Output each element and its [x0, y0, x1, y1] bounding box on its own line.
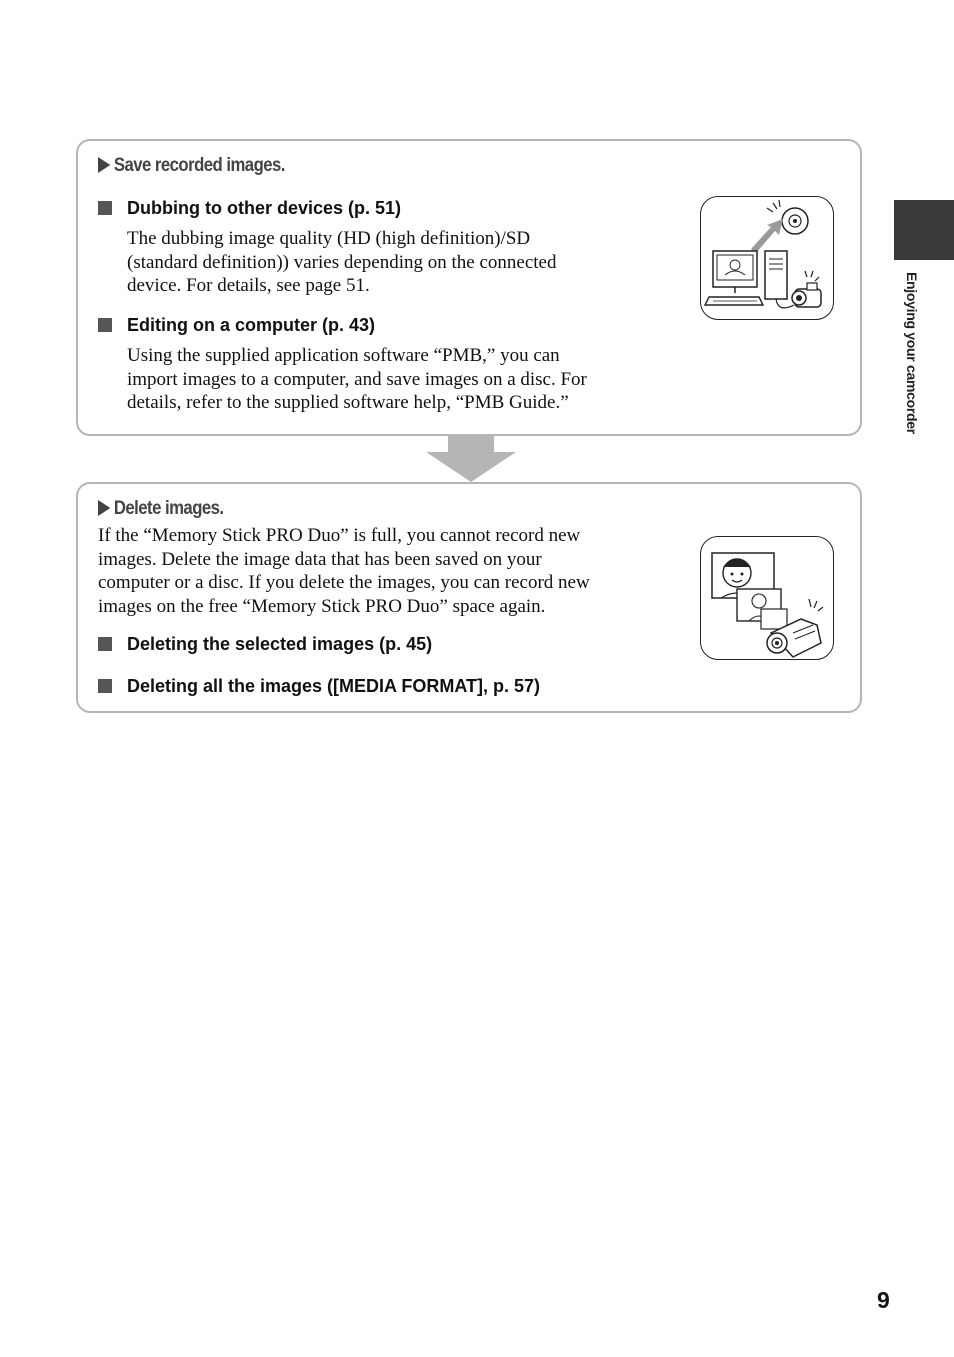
delete-images-panel	[76, 482, 862, 713]
delete-selected-heading: Deleting the selected images (p. 45)	[98, 634, 432, 655]
computer-camcorder-icon	[701, 197, 834, 320]
chapter-tab-marker	[894, 200, 954, 260]
dubbing-heading: Dubbing to other devices (p. 51)	[98, 198, 401, 219]
dubbing-description: The dubbing image quality (HD (high definition)/SD (standard definition)) varies depending on the connected device. For details, see page 51.	[127, 228, 557, 296]
play-arrow-icon	[98, 157, 110, 173]
square-bullet-icon	[98, 679, 112, 693]
square-bullet-icon	[98, 637, 112, 651]
save-section-title: Save recorded images.	[98, 155, 285, 177]
square-bullet-icon	[98, 201, 112, 215]
square-bullet-icon	[98, 318, 112, 332]
save-images-panel	[76, 139, 862, 436]
chapter-tab-label: Enjoying your camcorder	[904, 272, 920, 434]
delete-all-heading: Deleting all the images ([MEDIA FORMAT], p. 57)	[98, 676, 540, 697]
page-number: 9	[877, 1287, 890, 1313]
delete-section-title: Delete images.	[98, 498, 224, 520]
play-arrow-icon	[98, 500, 110, 516]
delete-description: If the “Memory Stick PRO Duo” is full, you cannot record new images. Delete the image data that has been saved on your computer or a disc. If you delete the images, you can record new images on the free “Memory Stick PRO Duo” space again.	[98, 525, 590, 617]
photos-camcorder-illustration	[700, 536, 834, 660]
photos-camcorder-icon	[701, 537, 834, 660]
editing-description: Using the supplied application software “PMB,” you can import images to a computer, and save images on a disc. For details, refer to the supplied software help, “PMB Guide.”	[127, 345, 587, 413]
flow-down-arrow-icon	[426, 436, 516, 482]
editing-heading: Editing on a computer (p. 43)	[98, 315, 375, 336]
computer-disc-illustration	[700, 196, 834, 320]
